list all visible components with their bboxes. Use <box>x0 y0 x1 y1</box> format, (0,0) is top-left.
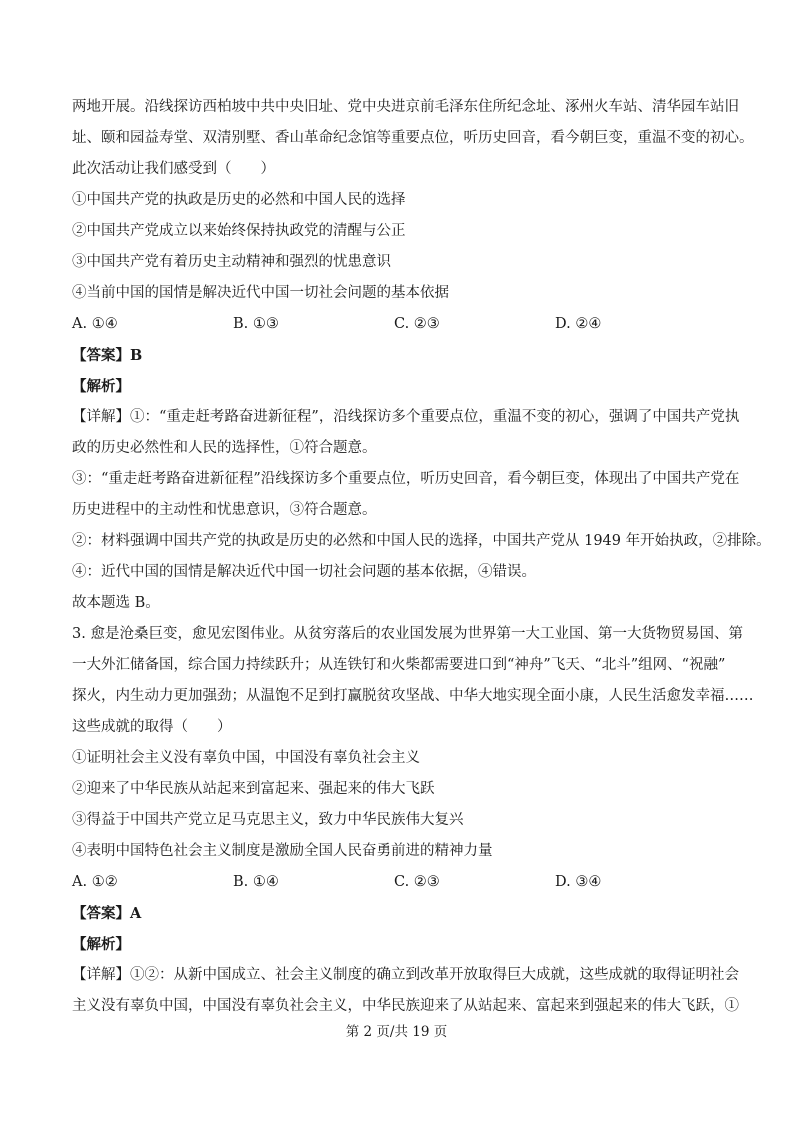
q3-statement-4: ④表明中国特色社会主义制度是激励全国人民奋勇前进的精神力量 <box>72 843 493 859</box>
statement-1: ①中国共产党的执政是历史的必然和中国人民的选择 <box>72 192 406 208</box>
q3-stem-line: 探火，内生动力更加强劲；从温饱不足到打赢脱贫攻坚战、中华大地实现全面小康，人民生活愈发幸福…… <box>72 688 754 704</box>
q3-option-b: B. ①④ <box>233 874 279 890</box>
q2-answer: 【答案】B <box>72 347 143 364</box>
q2-option-c: C. ②③ <box>394 316 440 332</box>
q2-detail-line: ②：材料强调中国共产党的执政是历史的必然和中国人民的选择，中国共产党从 1949 年开始执政，②排除。 <box>72 533 771 549</box>
q3-answer: 【答案】A <box>72 905 142 922</box>
q2-detail-line: 【详解】①：“重走赶考路奋进新征程”，沿线探访多个重要点位，重温不变的初心，强调了中国共产党执 <box>72 409 740 425</box>
q3-option-c: C. ②③ <box>394 874 440 890</box>
q3-stem-line: 一大外汇储备国，综合国力持续跃升；从连铁钉和火柴都需要进口到“神舟”飞天、“北斗”组网、“祝融” <box>72 657 726 673</box>
statement-2: ②中国共产党成立以来始终保持执政党的清醒与公正 <box>72 223 406 239</box>
statement-3: ③中国共产党有着历史主动精神和强烈的忧患意识 <box>72 254 391 270</box>
q2-option-d: D. ②④ <box>555 316 602 332</box>
q2-detail-line: ③：“重走赶考路奋进新征程”沿线探访多个重要点位，听历史回音，看今朝巨变，体现出了中国共产党在 <box>72 471 740 487</box>
q3-option-a: A. ①② <box>72 874 118 890</box>
page-content <box>72 92 771 1022</box>
q3-statement-3: ③得益于中国共产党立足马克思主义，致力中华民族伟大复兴 <box>72 812 464 828</box>
q2-detail-line: 政的历史必然性和人民的选择性，①符合题意。 <box>72 440 377 456</box>
q2-detail-line: 历史进程中的主动性和忧患意识，③符合题意。 <box>72 502 377 518</box>
q2-option-b: B. ①③ <box>233 316 279 332</box>
q2-option-a: A. ①④ <box>72 316 118 332</box>
q3-analysis-heading: 【解析】 <box>72 936 130 953</box>
text-line: 址、颐和园益寿堂、双清别墅、香山革命纪念馆等重要点位，听历史回音，看今朝巨变，重温不变的初心。 <box>72 130 754 146</box>
question-prompt: 此次活动让我们感受到（ ） <box>72 161 275 177</box>
q3-detail-line: 主义没有辜负中国，中国没有辜负社会主义，中华民族迎来了从站起来、富起来到强起来的伟大飞跃，① <box>72 998 739 1014</box>
q2-analysis-heading: 【解析】 <box>72 378 130 395</box>
q2-conclusion: 故本题选 B。 <box>72 595 160 611</box>
q2-options <box>72 309 732 340</box>
page-footer: 第 2 页/共 19 页 <box>345 1024 448 1040</box>
statement-4: ④当前中国的国情是解决近代中国一切社会问题的基本依据 <box>72 285 449 301</box>
q2-detail-line: ④：近代中国的国情是解决近代中国一切社会问题的基本依据，④错误。 <box>72 564 536 580</box>
text-line: 两地开展。沿线探访西柏坡中共中央旧址、党中央进京前毛泽东住所纪念址、涿州火车站、清华园车站旧 <box>72 99 739 115</box>
q3-option-d: D. ③④ <box>555 874 602 890</box>
q3-options <box>72 867 732 898</box>
q3-stem-line: 3. 愈是沧桑巨变，愈见宏图伟业。从贫穷落后的农业国发展为世界第一大工业国、第一大货物贸易国、第 <box>72 626 743 642</box>
q3-detail-line: 【详解】①②：从新中国成立、社会主义制度的确立到改革开放取得巨大成就，这些成就的取得证明社会 <box>72 967 739 983</box>
q3-statement-2: ②迎来了中华民族从站起来到富起来、强起来的伟大飞跃 <box>72 781 435 797</box>
q3-prompt: 这些成就的取得（ ） <box>72 719 232 735</box>
q3-statement-1: ①证明社会主义没有辜负中国，中国没有辜负社会主义 <box>72 750 420 766</box>
